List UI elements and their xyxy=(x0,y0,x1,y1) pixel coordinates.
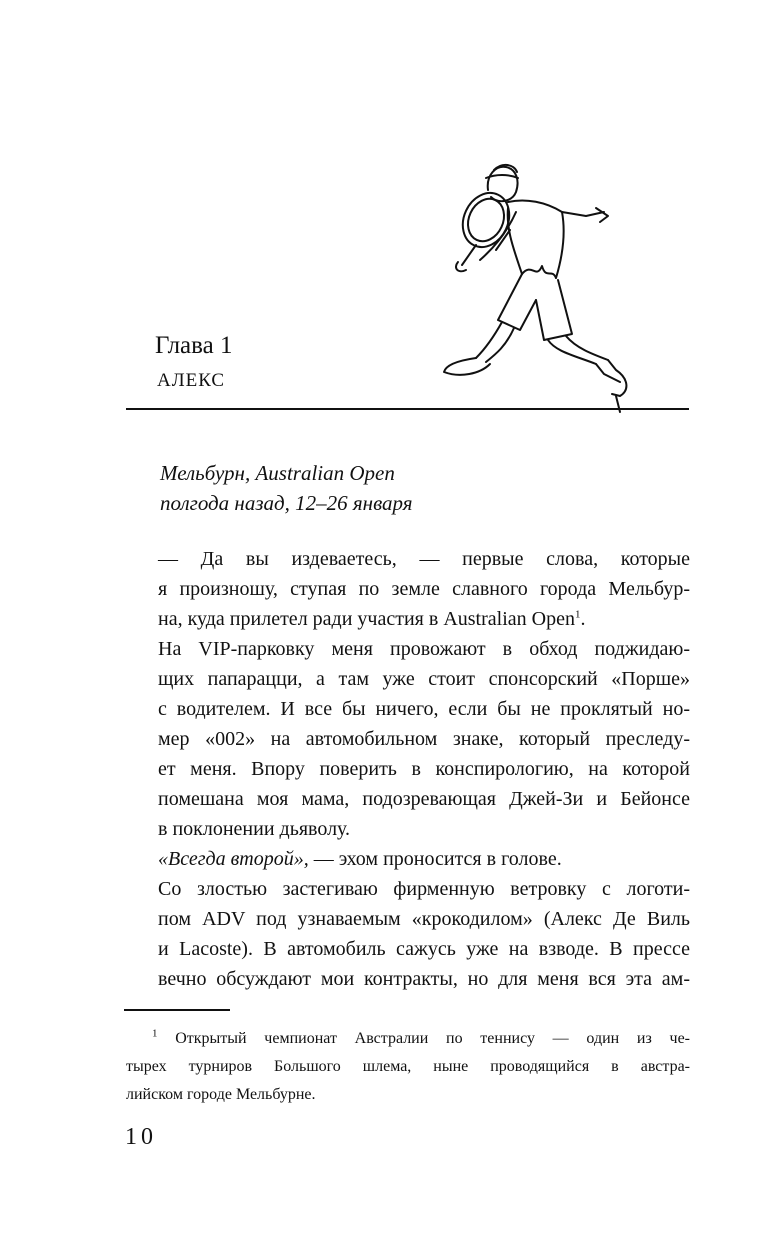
text-line: Со злостью застегиваю фирменную ветровку с логоти- xyxy=(158,878,690,900)
chapter-rule xyxy=(126,408,689,410)
player-legs xyxy=(444,322,626,412)
italic-quote: «Всегда второй», xyxy=(158,848,309,870)
footnote-marker: 1 xyxy=(152,1027,158,1040)
paragraph xyxy=(125,844,690,874)
text-line: — Да вы издеваетесь, — первые слова, которые xyxy=(158,548,690,570)
text-line: щих папарацци, а там уже стоит спонсорский «Порше» xyxy=(158,668,690,690)
text-line: На VIP-парковку меня провожают в обход поджидаю- xyxy=(158,638,690,660)
page-number: 10 xyxy=(125,1124,157,1150)
text-line: помешана моя мама, подозревающая Джей-Зи и Бейонсе xyxy=(158,788,690,810)
text-fragment: — эхом проносится в голове. xyxy=(308,848,562,870)
text-line: и Lacoste). В автомобиль сажусь уже на взводе. В прессе xyxy=(158,938,690,960)
player-shorts xyxy=(498,274,572,340)
body-text xyxy=(125,544,690,994)
text-line xyxy=(126,1025,690,1053)
chapter-title: АЛЕКС xyxy=(157,370,226,391)
text-line: я произношу, ступая по земле славного города Мельбур- xyxy=(158,578,690,600)
paragraph xyxy=(125,544,690,634)
text-line xyxy=(125,844,690,874)
text-line: вечно обсуждают мои контракты, но для меня вся эта ам- xyxy=(158,968,690,990)
player-head xyxy=(486,165,518,201)
text-line: ет меня. Впору поверить в конспирологию, на которой xyxy=(158,758,690,780)
tennis-player-illustration xyxy=(436,150,692,418)
paragraph xyxy=(125,874,690,994)
footnote xyxy=(126,1025,690,1109)
text-line: лийском городе Мельбурне. xyxy=(126,1086,316,1103)
text-fragment: на, куда прилетел ради участия в Australian Open xyxy=(158,608,575,630)
footnote-reference[interactable]: 1 xyxy=(574,608,581,621)
text-line: тырех турниров Большого шлема, ныне проводящийся в австра- xyxy=(126,1058,690,1075)
epigraph xyxy=(160,458,680,518)
text-line: с водителем. И все бы ничего, если бы не проклятый но- xyxy=(158,698,690,720)
text-line xyxy=(125,604,690,634)
epigraph-date: полгода назад, 12–26 января xyxy=(160,491,413,515)
paragraph xyxy=(125,634,690,844)
footnote-separator xyxy=(124,1009,230,1011)
text-line: мер «002» на автомобильном знаке, который преследу- xyxy=(158,728,690,750)
player-body xyxy=(480,200,608,278)
text-fragment: . xyxy=(580,608,586,630)
text-line: пом ADV под узнаваемым «крокодилом» (Алекс Де Виль xyxy=(158,908,690,930)
text-fragment: Открытый чемпионат Австралии по теннису — один из че- xyxy=(157,1030,690,1047)
text-line: в поклонении дьяволу. xyxy=(158,818,351,840)
epigraph-place: Мельбурн, Australian Open xyxy=(160,461,395,485)
chapter-number: Глава 1 xyxy=(155,332,233,359)
